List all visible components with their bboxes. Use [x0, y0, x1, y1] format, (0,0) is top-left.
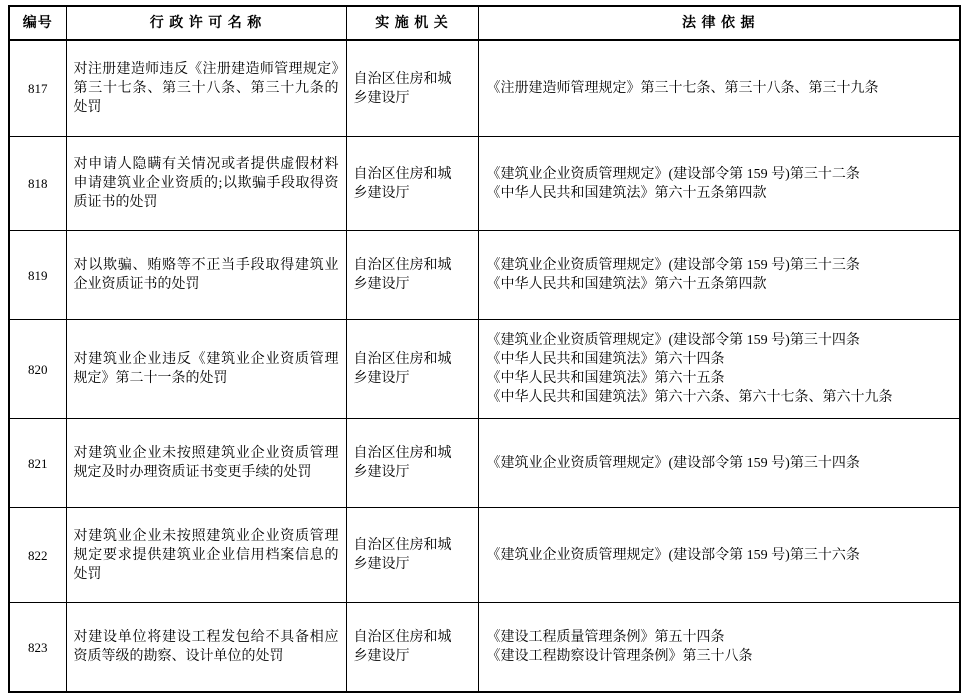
license-name: 对以欺骗、贿赂等不正当手段取得建筑业企业资质证书的处罚	[66, 231, 346, 320]
row-id: 819	[9, 231, 66, 320]
legal-basis-line: 《建筑业企业资质管理规定》(建设部令第 159 号)第三十六条	[486, 547, 860, 563]
legal-basis-line: 《中华人民共和国建筑法》第六十四条	[486, 352, 725, 367]
license-name: 对建筑业企业未按照建筑业企业资质管理规定要求提供建筑业企业信用档案信息的处罚	[66, 508, 346, 603]
table-row	[9, 231, 960, 320]
row-id: 823	[9, 603, 66, 693]
legal-basis-line: 《建设工程勘察设计管理条例》第三十八条	[486, 649, 753, 664]
license-name: 对建设单位将建设工程发包给不具备相应资质等级的勘察、设计单位的处罚	[66, 603, 346, 693]
table-row	[9, 603, 960, 693]
implementing-agency: 自治区住房和城乡建设厅	[346, 40, 478, 137]
implementing-agency: 自治区住房和城乡建设厅	[346, 508, 478, 603]
legal-basis-line: 《中华人民共和国建筑法》第六十五条	[486, 371, 725, 386]
header-license-name: 行 政 许 可 名 称	[66, 6, 346, 40]
table-row	[9, 137, 960, 231]
header-row	[9, 6, 960, 40]
admin-license-table	[8, 5, 961, 693]
row-id: 817	[9, 40, 66, 137]
legal-basis-line: 《中华人民共和国建筑法》第六十五条第四款	[486, 277, 767, 292]
legal-basis-line: 《建筑业企业资质管理规定》(建设部令第 159 号)第三十二条	[486, 166, 860, 182]
row-id: 818	[9, 137, 66, 231]
implementing-agency: 自治区住房和城乡建设厅	[346, 320, 478, 419]
header-legal-basis: 法 律 依 据	[478, 6, 960, 40]
license-name: 对申请人隐瞒有关情况或者提供虚假材料申请建筑业企业资质的;以欺骗手段取得资质证书的处罚	[66, 137, 346, 231]
legal-basis-line: 《中华人民共和国建筑法》第六十五条第四款	[486, 185, 767, 201]
header-id: 编号	[9, 6, 66, 40]
implementing-agency: 自治区住房和城乡建设厅	[346, 419, 478, 508]
row-id: 821	[9, 419, 66, 508]
implementing-agency: 自治区住房和城乡建设厅	[346, 603, 478, 693]
legal-basis	[478, 603, 960, 693]
legal-basis-line: 《注册建造师管理规定》第三十七条、第三十八条、第三十九条	[486, 81, 879, 96]
legal-basis-line: 《中华人民共和国建筑法》第六十六条、第六十七条、第六十九条	[486, 390, 893, 405]
legal-basis	[478, 231, 960, 320]
table-row	[9, 419, 960, 508]
legal-basis-line: 《建筑业企业资质管理规定》(建设部令第 159 号)第三十四条	[486, 455, 860, 471]
legal-basis	[478, 137, 960, 231]
row-id: 822	[9, 508, 66, 603]
row-id: 820	[9, 320, 66, 419]
legal-basis-line: 《建设工程质量管理条例》第五十四条	[486, 630, 725, 645]
legal-basis	[478, 40, 960, 137]
legal-basis	[478, 320, 960, 419]
table-row	[9, 40, 960, 137]
license-name: 对建筑业企业未按照建筑业企业资质管理规定及时办理资质证书变更手续的处罚	[66, 419, 346, 508]
legal-basis-line: 《建筑业企业资质管理规定》(建设部令第 159 号)第三十四条	[486, 333, 860, 348]
table-row	[9, 508, 960, 603]
legal-basis-line: 《建筑业企业资质管理规定》(建设部令第 159 号)第三十三条	[486, 258, 860, 273]
legal-basis	[478, 508, 960, 603]
header-agency: 实 施 机 关	[346, 6, 478, 40]
license-name: 对建筑业企业违反《建筑业企业资质管理规定》第二十一条的处罚	[66, 320, 346, 419]
implementing-agency: 自治区住房和城乡建设厅	[346, 231, 478, 320]
license-name: 对注册建造师违反《注册建造师管理规定》第三十七条、第三十八条、第三十九条的处罚	[66, 40, 346, 137]
implementing-agency: 自治区住房和城乡建设厅	[346, 137, 478, 231]
table-row	[9, 320, 960, 419]
legal-basis	[478, 419, 960, 508]
